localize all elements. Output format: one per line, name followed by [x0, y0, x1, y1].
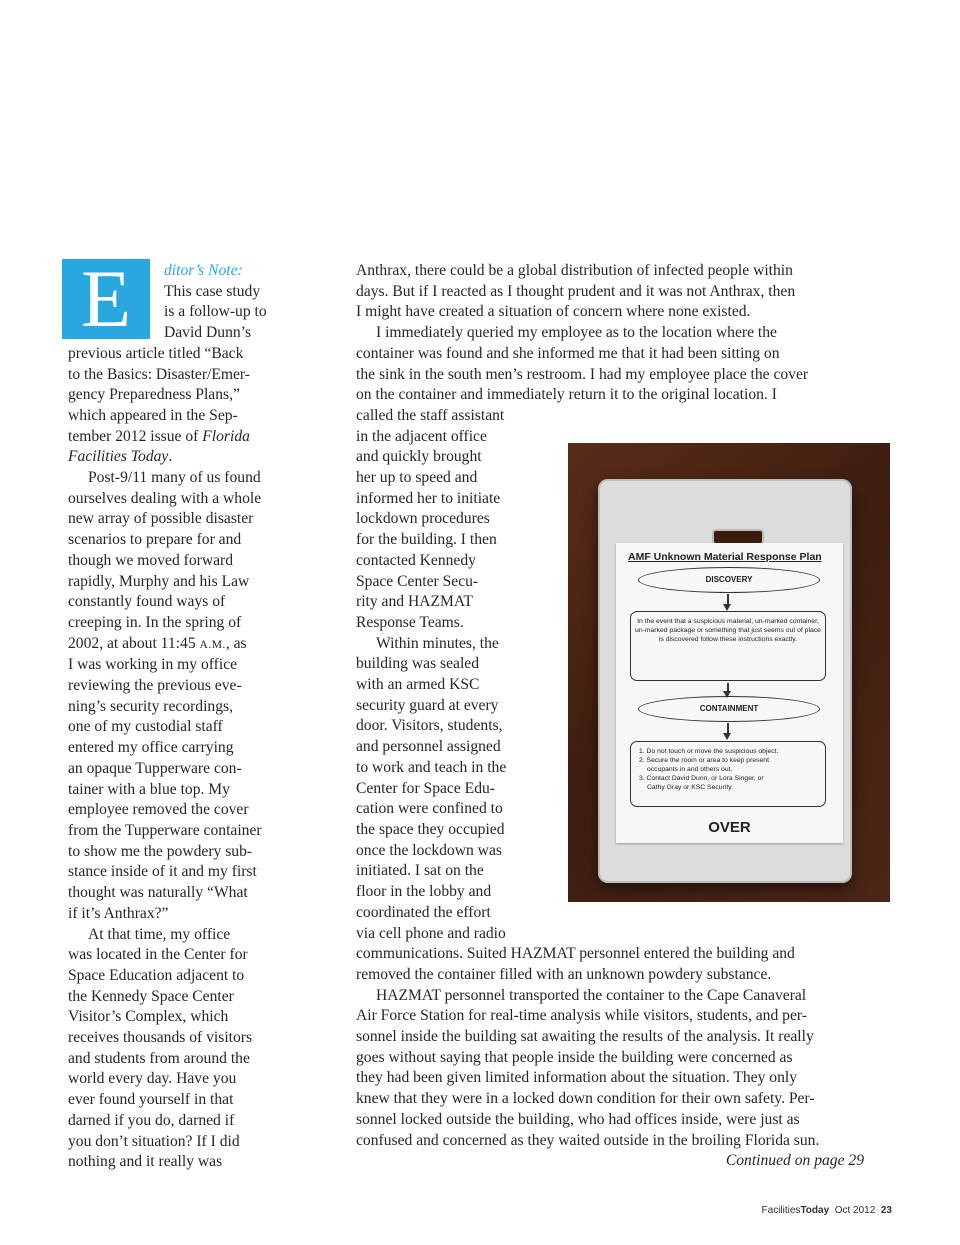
paragraph-start: Within minutes, the: [376, 634, 499, 652]
arrow-down-icon: [727, 683, 729, 693]
text-line: Space Education adjacent to: [68, 966, 245, 984]
text-line: and quickly brought: [356, 448, 482, 466]
page-footer: [762, 1205, 892, 1216]
text-line: is a follow-up to: [164, 303, 267, 321]
text-line: Response Teams.: [356, 613, 464, 631]
over-label: OVER: [708, 819, 751, 836]
paragraph-start: Post-9/11 many of us found: [88, 469, 261, 487]
containment-label: CONTAINMENT: [638, 696, 820, 722]
text-line: which appeared in the Sep-: [68, 406, 238, 424]
text-line: container was found and she informed me that it had been sitting on: [356, 344, 780, 362]
text-line: one of my custodial staff: [68, 718, 223, 736]
brand-today: Today: [800, 1205, 830, 1216]
text-line: communications. Suited HAZMAT personnel entered the building and: [356, 945, 795, 963]
text-line: 2002, at about 11:45 A.M., as: [68, 634, 247, 652]
text-line: lockdown procedures: [356, 510, 490, 528]
step-line: 2. Secure the room or area to keep present: [639, 757, 769, 764]
continued-note: Continued on page 29: [725, 1152, 864, 1170]
discovery-label: DISCOVERY: [638, 567, 820, 593]
paragraph-start: I immediately queried my employee as to the location where the: [376, 324, 777, 342]
text-line: sonnel inside the building sat awaiting the results of the analysis. It really: [356, 1028, 814, 1046]
text-line: entered my office carrying: [68, 739, 234, 757]
text-line: to show me the powdery sub-: [68, 842, 253, 860]
text-line: constantly found ways of: [68, 593, 226, 611]
time-suffix: A.M.: [199, 638, 226, 651]
text-line: on the container and immediately return it to the original location. I: [356, 386, 777, 404]
text-line: via cell phone and radio: [356, 924, 506, 942]
text-line: new array of possible disaster: [68, 510, 254, 528]
text-line: David Dunn’s: [164, 324, 252, 342]
magazine-title: Florida: [202, 427, 250, 445]
text-line: with an armed KSC: [356, 676, 480, 694]
text-line: world every day. Have you: [68, 1070, 237, 1088]
text-line: contacted Kennedy: [356, 551, 476, 569]
text-line: building was sealed: [356, 655, 479, 673]
text-line: stance inside of it and my first: [68, 863, 257, 881]
magazine-title: Facilities Today: [68, 448, 169, 466]
containment-steps: [630, 741, 826, 807]
text-line: This case study: [164, 282, 261, 300]
text-line: nothing and it really was: [68, 1153, 223, 1171]
text-line: creeping in. In the spring of: [68, 613, 242, 631]
discovery-instructions: In the event that a suspicious material, un-marked container, un-marked package or something that just seems out of place is discovered follow these instructions exactly.: [630, 611, 826, 681]
text-line: Anthrax, there could be a global distribution of infected people within: [356, 262, 793, 279]
text-line: and students from around the: [68, 1049, 250, 1067]
paragraph-start: At that time, my office: [88, 925, 231, 943]
text-line: rity and HAZMAT: [356, 593, 473, 611]
text-line: Center for Space Edu-: [356, 779, 495, 797]
text-line: previous article titled “Back: [68, 344, 244, 362]
text-line: the space they occupied: [356, 820, 505, 838]
text-line: gency Preparedness Plans,”: [68, 386, 240, 404]
text-line: to work and teach in the: [356, 758, 507, 776]
text-line: the sink in the south men’s restroom. I had my employee place the cover: [356, 365, 809, 383]
text-line: her up to speed and: [356, 469, 478, 487]
text-line: once the lockdown was: [356, 841, 502, 859]
text-line: to the Basics: Disaster/Emer-: [68, 365, 251, 383]
text-line: from the Tupperware container: [68, 821, 262, 839]
text-line: initiated. I sat on the: [356, 862, 484, 880]
text-line: knew that they were in a locked down condition for their own safety. Per-: [356, 1090, 815, 1108]
text-line: goes without saying that people inside the building were concerned as: [356, 1048, 793, 1066]
text-line: tainer with a blue top. My: [68, 780, 230, 798]
text-line: you don’t situation? If I did: [68, 1132, 240, 1150]
text-line: employee removed the cover: [68, 801, 249, 819]
text-line: Space Center Secu-: [356, 572, 479, 590]
text-line: security guard at every: [356, 696, 499, 714]
text-line: was located in the Center for: [68, 946, 248, 964]
text-span: 2002, at about 11:45: [68, 634, 196, 652]
text-line: floor in the lobby and: [356, 883, 492, 901]
drop-cap: E: [62, 259, 150, 339]
text-line: darned if you do, darned if: [68, 1111, 235, 1129]
text-line: receives thousands of visitors: [68, 1029, 253, 1047]
text-line: scenarios to prepare for and: [68, 531, 242, 549]
text-line: in the adjacent office: [356, 427, 487, 445]
response-plan-card: [616, 543, 843, 843]
text-line: removed the container filled with an unknown powdery substance.: [356, 965, 772, 983]
paragraph-start: HAZMAT personnel transported the container to the Cape Canaveral: [376, 986, 807, 1004]
text-line: [68, 427, 298, 448]
text-line: thought was naturally “What: [68, 884, 248, 902]
response-plan-photo: [568, 443, 890, 902]
text-line: Air Force Station for real-time analysis while visitors, students, and per-: [356, 1007, 807, 1025]
text-line: an opaque Tupperware con-: [68, 759, 242, 777]
arrow-down-icon: [727, 594, 729, 606]
issue-date: Oct 2012: [834, 1205, 876, 1216]
editors-note-heading: ditor’s Note:: [164, 262, 243, 279]
step-line: Cathy Gray or KSC Security.: [647, 784, 733, 791]
text-span: tember 2012 issue of: [68, 427, 199, 445]
text-line: called the staff assistant: [356, 406, 505, 424]
text-line: rapidly, Murphy and his Law: [68, 572, 250, 590]
step-line: 1. Do not touch or move the suspicious object.: [639, 748, 779, 755]
text-line: days. But if I reacted as I thought prudent and it was not Anthrax, then: [356, 282, 796, 300]
step-line: occupants in and others out.: [647, 766, 733, 773]
text-line: and personnel assigned: [356, 738, 501, 756]
text-line: ever found yourself in that: [68, 1091, 234, 1109]
brand-facilities: Facilities: [761, 1205, 801, 1216]
text-line: ourselves dealing with a whole: [68, 489, 262, 507]
arrow-down-icon: [727, 723, 729, 735]
text-line: they had been given limited information about the situation. They only: [356, 1069, 798, 1087]
step-line: 3. Contact David Dunn, or Lora Singer, or: [639, 775, 764, 782]
text-line: if it’s Anthrax?”: [68, 904, 169, 922]
text-line: I might have created a situation of concern where none existed.: [356, 303, 751, 321]
card-title: AMF Unknown Material Response Plan: [628, 551, 822, 563]
text-line: sonnel locked outside the building, who had offices inside, were just as: [356, 1110, 800, 1128]
text-line: for the building. I then: [356, 531, 497, 549]
text-line: ning’s security recordings,: [68, 697, 233, 715]
text-line: reviewing the previous eve-: [68, 677, 242, 695]
text-line: Facilities Today.: [68, 448, 173, 466]
text-line: though we moved forward: [68, 551, 233, 569]
left-column: [68, 261, 298, 1173]
text-line: cation were confined to: [356, 800, 503, 818]
editors-note-label: [68, 261, 298, 282]
text-line: door. Visitors, students,: [356, 717, 503, 735]
text-line: confused and concerned as they waited outside in the broiling Florida sun.: [356, 1131, 820, 1149]
text-line: coordinated the effort: [356, 903, 491, 921]
page-number: 23: [880, 1205, 892, 1216]
text-line: Visitor’s Complex, which: [68, 1008, 229, 1026]
text-line: informed her to initiate: [356, 489, 501, 507]
text-line: I was working in my office: [68, 656, 238, 674]
text-line: the Kennedy Space Center: [68, 987, 234, 1005]
